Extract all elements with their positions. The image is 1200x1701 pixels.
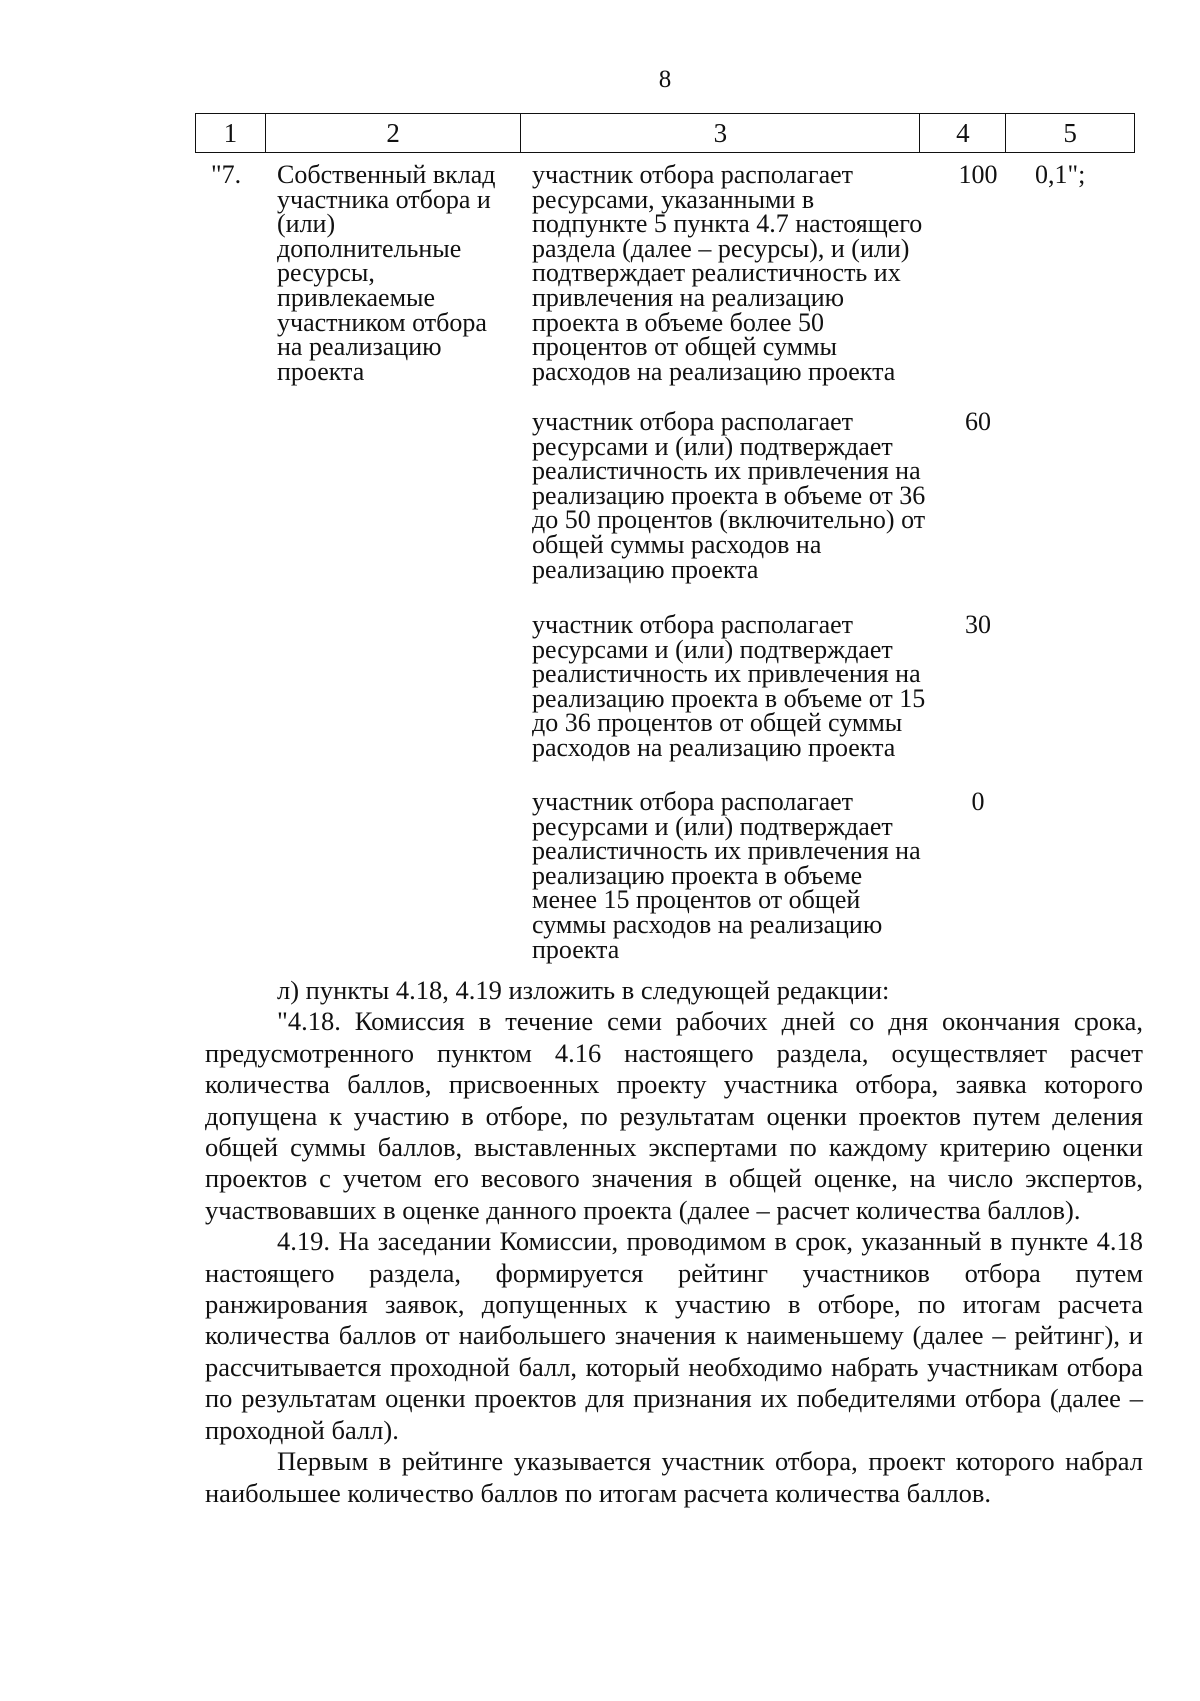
level-score: 0: [971, 787, 985, 816]
amendment-text: [205, 975, 1143, 1509]
level-score: 30: [965, 610, 991, 639]
level-description: участник отбора располагает ресурсами и (или) подтверждает реалистичность их привлечения на реализацию проекта в объеме от 15 до 36 процентов от общей суммы расходов на реализацию проекта: [532, 610, 926, 762]
level-score: 60: [965, 407, 991, 436]
table-header-cell: 5: [1063, 118, 1077, 148]
table-header-cell: 3: [521, 114, 920, 152]
table-header-row: [195, 113, 1135, 153]
row-number: "7.: [211, 160, 242, 189]
level-description: участник отбора располагает ресурсами и (или) подтверждает реалистичность их привлечения на реализацию проекта в объеме от 36 до 50 процентов (включительно) от общей суммы расходов на реализацию проекта: [532, 407, 926, 584]
paragraph: Первым в рейтинге указывается участник отбора, проект которого набрал наибольшее количество баллов по итогам расчета количества баллов.: [205, 1446, 1143, 1508]
paragraph: "4.18. Комиссия в течение семи рабочих дней со дня окончания срока, предусмотренного пунктом 4.16 настоящего раздела, осуществляет расчет количества баллов, присвоенных проекту участника отбора, заявка которого допущена к участию в отборе, по результатам оценки проектов путем деления общей суммы баллов, выставленных экспертами по каждому критерию оценки проектов с учетом его весового значения в общей оценке, на число экспертов, участвовавших в оценке данного проекта (далее – расчет количества баллов).: [205, 1006, 1143, 1225]
level-score: 100: [958, 160, 998, 189]
weight-value: 0,1";: [1035, 160, 1086, 189]
paragraph: л) пункты 4.18, 4.19 изложить в следующей редакции:: [277, 975, 890, 1005]
level-description: участник отбора располагает ресурсами, указанными в подпункте 5 пункта 4.7 настоящего раздела (далее – ресурсы), и (или) подтверждает реалистичность их привлечения на реализацию проекта в объеме более 50 процентов от общей суммы расходов на реализацию проекта: [532, 160, 923, 386]
table-header-cell: 4: [920, 114, 1006, 152]
table-header-cell: 1: [196, 114, 266, 152]
criterion-name: Собственный вклад участника отбора и (или) дополнительные ресурсы, привлекаемые участником отбора на реализацию проекта: [277, 160, 496, 386]
level-description: участник отбора располагает ресурсами и (или) подтверждает реалистичность их привлечения на реализацию проекта в объеме менее 15 процентов от общей суммы расходов на реализацию проекта: [532, 787, 921, 964]
table-header-cell: 2: [266, 114, 521, 152]
paragraph: 4.19. На заседании Комиссии, проводимом в срок, указанный в пункте 4.18 настоящего раздела, формируется рейтинг участников отбора путем ранжирования заявок, допущенных к участию в отборе, по итогам расчета количества баллов от наибольшего значения к наименьшему (далее – рейтинг), и рассчитывается проходной балл, который необходимо набрать участникам отбора по результатам оценки проектов для признания их победителями отбора (далее – проходной балл).: [205, 1226, 1143, 1445]
page-number: 8: [658, 66, 672, 93]
